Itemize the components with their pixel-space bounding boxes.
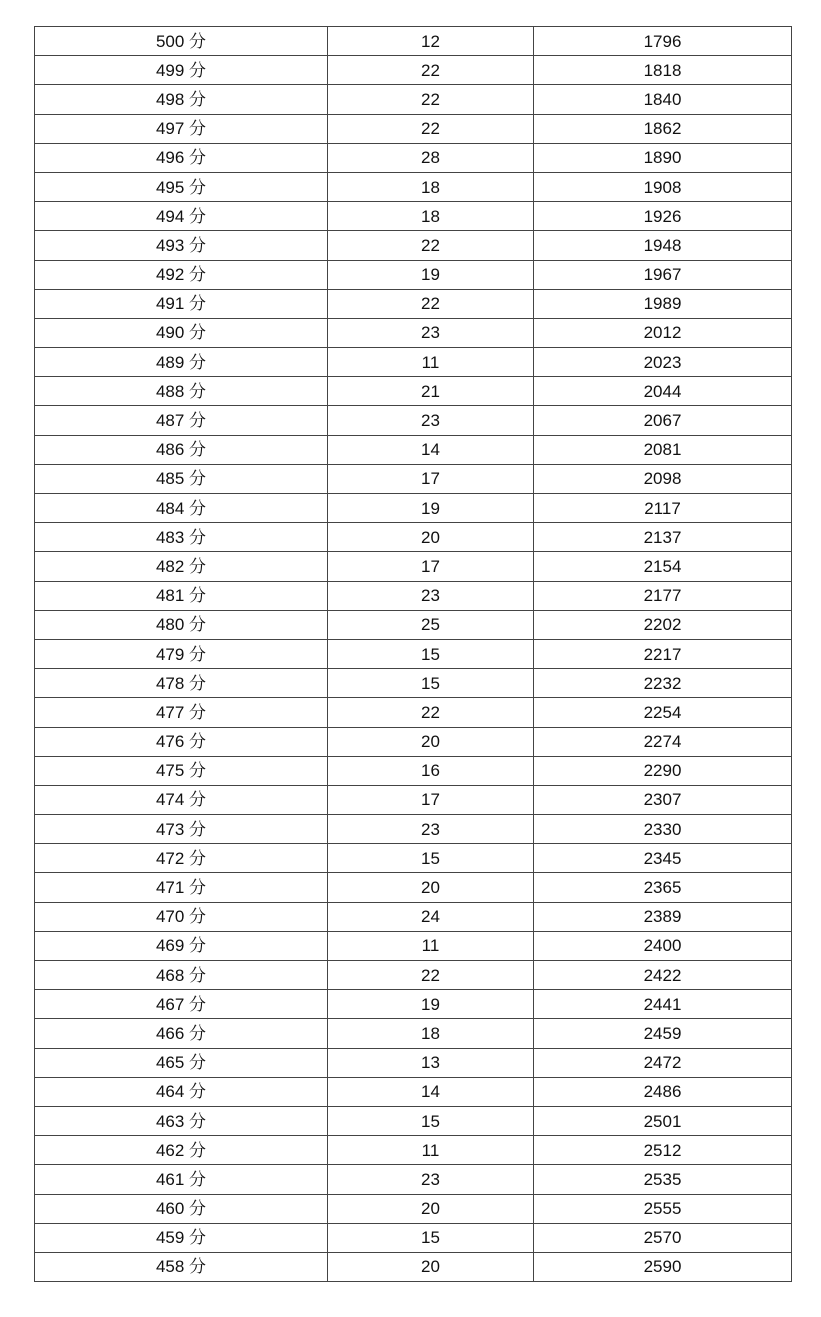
score-cell: 462 分 <box>35 1136 328 1165</box>
table-row <box>35 143 792 172</box>
count-cell: 18 <box>328 1019 534 1048</box>
count-cell: 15 <box>328 1223 534 1252</box>
score-cell: 494 分 <box>35 202 328 231</box>
score-cell: 474 分 <box>35 785 328 814</box>
cumulative-cell: 2023 <box>534 348 792 377</box>
score-cell: 479 分 <box>35 639 328 668</box>
table-row <box>35 1194 792 1223</box>
score-cell: 484 分 <box>35 494 328 523</box>
table-row <box>35 231 792 260</box>
table-row <box>35 318 792 347</box>
cumulative-cell: 1818 <box>534 56 792 85</box>
cumulative-cell: 1967 <box>534 260 792 289</box>
table-row <box>35 756 792 785</box>
count-cell: 20 <box>328 873 534 902</box>
cumulative-cell: 1796 <box>534 27 792 56</box>
count-cell: 20 <box>328 1194 534 1223</box>
score-cell: 470 分 <box>35 902 328 931</box>
score-cell: 460 分 <box>35 1194 328 1223</box>
table-row <box>35 873 792 902</box>
score-cell: 476 分 <box>35 727 328 756</box>
table-row <box>35 698 792 727</box>
score-cell: 459 分 <box>35 1223 328 1252</box>
count-cell: 15 <box>328 669 534 698</box>
score-cell: 466 分 <box>35 1019 328 1048</box>
table-row <box>35 961 792 990</box>
table-row <box>35 815 792 844</box>
score-cell: 495 分 <box>35 172 328 201</box>
count-cell: 23 <box>328 318 534 347</box>
cumulative-cell: 2501 <box>534 1106 792 1135</box>
cumulative-cell: 2555 <box>534 1194 792 1223</box>
table-row <box>35 494 792 523</box>
score-cell: 472 分 <box>35 844 328 873</box>
cumulative-cell: 2044 <box>534 377 792 406</box>
count-cell: 11 <box>328 931 534 960</box>
table-row <box>35 610 792 639</box>
cumulative-cell: 2012 <box>534 318 792 347</box>
table-row <box>35 931 792 960</box>
count-cell: 18 <box>328 172 534 201</box>
cumulative-cell: 2290 <box>534 756 792 785</box>
score-cell: 497 分 <box>35 114 328 143</box>
count-cell: 20 <box>328 523 534 552</box>
count-cell: 12 <box>328 27 534 56</box>
table-row <box>35 27 792 56</box>
count-cell: 22 <box>328 698 534 727</box>
cumulative-cell: 2067 <box>534 406 792 435</box>
score-cell: 465 分 <box>35 1048 328 1077</box>
count-cell: 22 <box>328 85 534 114</box>
table-row <box>35 785 792 814</box>
score-cell: 467 分 <box>35 990 328 1019</box>
table-row <box>35 1019 792 1048</box>
cumulative-cell: 2154 <box>534 552 792 581</box>
cumulative-cell: 2202 <box>534 610 792 639</box>
table-row <box>35 902 792 931</box>
table-row <box>35 581 792 610</box>
score-cell: 496 分 <box>35 143 328 172</box>
count-cell: 19 <box>328 260 534 289</box>
score-cell: 498 分 <box>35 85 328 114</box>
cumulative-cell: 2590 <box>534 1252 792 1281</box>
table-row <box>35 523 792 552</box>
cumulative-cell: 1926 <box>534 202 792 231</box>
table-row <box>35 114 792 143</box>
score-cell: 491 分 <box>35 289 328 318</box>
table-body <box>35 27 792 1282</box>
count-cell: 17 <box>328 552 534 581</box>
table-row <box>35 172 792 201</box>
cumulative-cell: 1989 <box>534 289 792 318</box>
table-row <box>35 348 792 377</box>
count-cell: 20 <box>328 727 534 756</box>
count-cell: 16 <box>328 756 534 785</box>
cumulative-cell: 2512 <box>534 1136 792 1165</box>
count-cell: 15 <box>328 1106 534 1135</box>
cumulative-cell: 2098 <box>534 464 792 493</box>
cumulative-cell: 2472 <box>534 1048 792 1077</box>
count-cell: 25 <box>328 610 534 639</box>
table-row <box>35 56 792 85</box>
table-row <box>35 260 792 289</box>
count-cell: 19 <box>328 494 534 523</box>
cumulative-cell: 2254 <box>534 698 792 727</box>
cumulative-cell: 2274 <box>534 727 792 756</box>
score-cell: 482 分 <box>35 552 328 581</box>
cumulative-cell: 2365 <box>534 873 792 902</box>
cumulative-cell: 2232 <box>534 669 792 698</box>
count-cell: 23 <box>328 406 534 435</box>
count-cell: 22 <box>328 114 534 143</box>
count-cell: 22 <box>328 56 534 85</box>
table-row <box>35 377 792 406</box>
cumulative-cell: 2400 <box>534 931 792 960</box>
count-cell: 22 <box>328 231 534 260</box>
score-cell: 481 分 <box>35 581 328 610</box>
score-cell: 468 分 <box>35 961 328 990</box>
score-cell: 487 分 <box>35 406 328 435</box>
score-cell: 464 分 <box>35 1077 328 1106</box>
table-row <box>35 669 792 698</box>
cumulative-cell: 2081 <box>534 435 792 464</box>
count-cell: 22 <box>328 961 534 990</box>
score-cell: 463 分 <box>35 1106 328 1135</box>
table-row <box>35 1136 792 1165</box>
score-cell: 493 分 <box>35 231 328 260</box>
table-row <box>35 85 792 114</box>
score-cell: 500 分 <box>35 27 328 56</box>
table-row <box>35 1165 792 1194</box>
count-cell: 17 <box>328 785 534 814</box>
cumulative-cell: 2570 <box>534 1223 792 1252</box>
table-row <box>35 464 792 493</box>
count-cell: 22 <box>328 289 534 318</box>
cumulative-cell: 2486 <box>534 1077 792 1106</box>
table-row <box>35 1252 792 1281</box>
table-row <box>35 406 792 435</box>
count-cell: 13 <box>328 1048 534 1077</box>
count-cell: 14 <box>328 1077 534 1106</box>
count-cell: 11 <box>328 1136 534 1165</box>
table-row <box>35 1106 792 1135</box>
score-cell: 469 分 <box>35 931 328 960</box>
count-cell: 23 <box>328 1165 534 1194</box>
count-cell: 18 <box>328 202 534 231</box>
score-cell: 490 分 <box>35 318 328 347</box>
score-cell: 478 分 <box>35 669 328 698</box>
score-cell: 461 分 <box>35 1165 328 1194</box>
score-cell: 458 分 <box>35 1252 328 1281</box>
table-row <box>35 1223 792 1252</box>
table-row <box>35 202 792 231</box>
count-cell: 23 <box>328 815 534 844</box>
score-cell: 473 分 <box>35 815 328 844</box>
cumulative-cell: 2177 <box>534 581 792 610</box>
score-cell: 486 分 <box>35 435 328 464</box>
cumulative-cell: 2345 <box>534 844 792 873</box>
cumulative-cell: 1908 <box>534 172 792 201</box>
cumulative-cell: 2459 <box>534 1019 792 1048</box>
cumulative-cell: 1948 <box>534 231 792 260</box>
score-cell: 488 分 <box>35 377 328 406</box>
count-cell: 21 <box>328 377 534 406</box>
table-row <box>35 844 792 873</box>
cumulative-cell: 2422 <box>534 961 792 990</box>
table-row <box>35 289 792 318</box>
score-cell: 471 分 <box>35 873 328 902</box>
cumulative-cell: 2330 <box>534 815 792 844</box>
count-cell: 15 <box>328 844 534 873</box>
table-row <box>35 552 792 581</box>
count-cell: 19 <box>328 990 534 1019</box>
cumulative-cell: 2307 <box>534 785 792 814</box>
table-row <box>35 435 792 464</box>
score-cell: 499 分 <box>35 56 328 85</box>
table-row <box>35 639 792 668</box>
cumulative-cell: 2389 <box>534 902 792 931</box>
count-cell: 24 <box>328 902 534 931</box>
cumulative-cell: 1862 <box>534 114 792 143</box>
table-row <box>35 727 792 756</box>
count-cell: 28 <box>328 143 534 172</box>
score-cell: 489 分 <box>35 348 328 377</box>
cumulative-cell: 2441 <box>534 990 792 1019</box>
cumulative-cell: 2117 <box>534 494 792 523</box>
count-cell: 23 <box>328 581 534 610</box>
count-cell: 20 <box>328 1252 534 1281</box>
table-row <box>35 1077 792 1106</box>
cumulative-cell: 1840 <box>534 85 792 114</box>
table-row <box>35 990 792 1019</box>
score-cell: 480 分 <box>35 610 328 639</box>
score-cell: 477 分 <box>35 698 328 727</box>
cumulative-cell: 2137 <box>534 523 792 552</box>
table-row <box>35 1048 792 1077</box>
count-cell: 14 <box>328 435 534 464</box>
score-cell: 485 分 <box>35 464 328 493</box>
score-cell: 492 分 <box>35 260 328 289</box>
score-cell: 475 分 <box>35 756 328 785</box>
count-cell: 15 <box>328 639 534 668</box>
score-cell: 483 分 <box>35 523 328 552</box>
count-cell: 11 <box>328 348 534 377</box>
cumulative-cell: 2535 <box>534 1165 792 1194</box>
cumulative-cell: 2217 <box>534 639 792 668</box>
score-distribution-table <box>34 26 792 1282</box>
count-cell: 17 <box>328 464 534 493</box>
cumulative-cell: 1890 <box>534 143 792 172</box>
